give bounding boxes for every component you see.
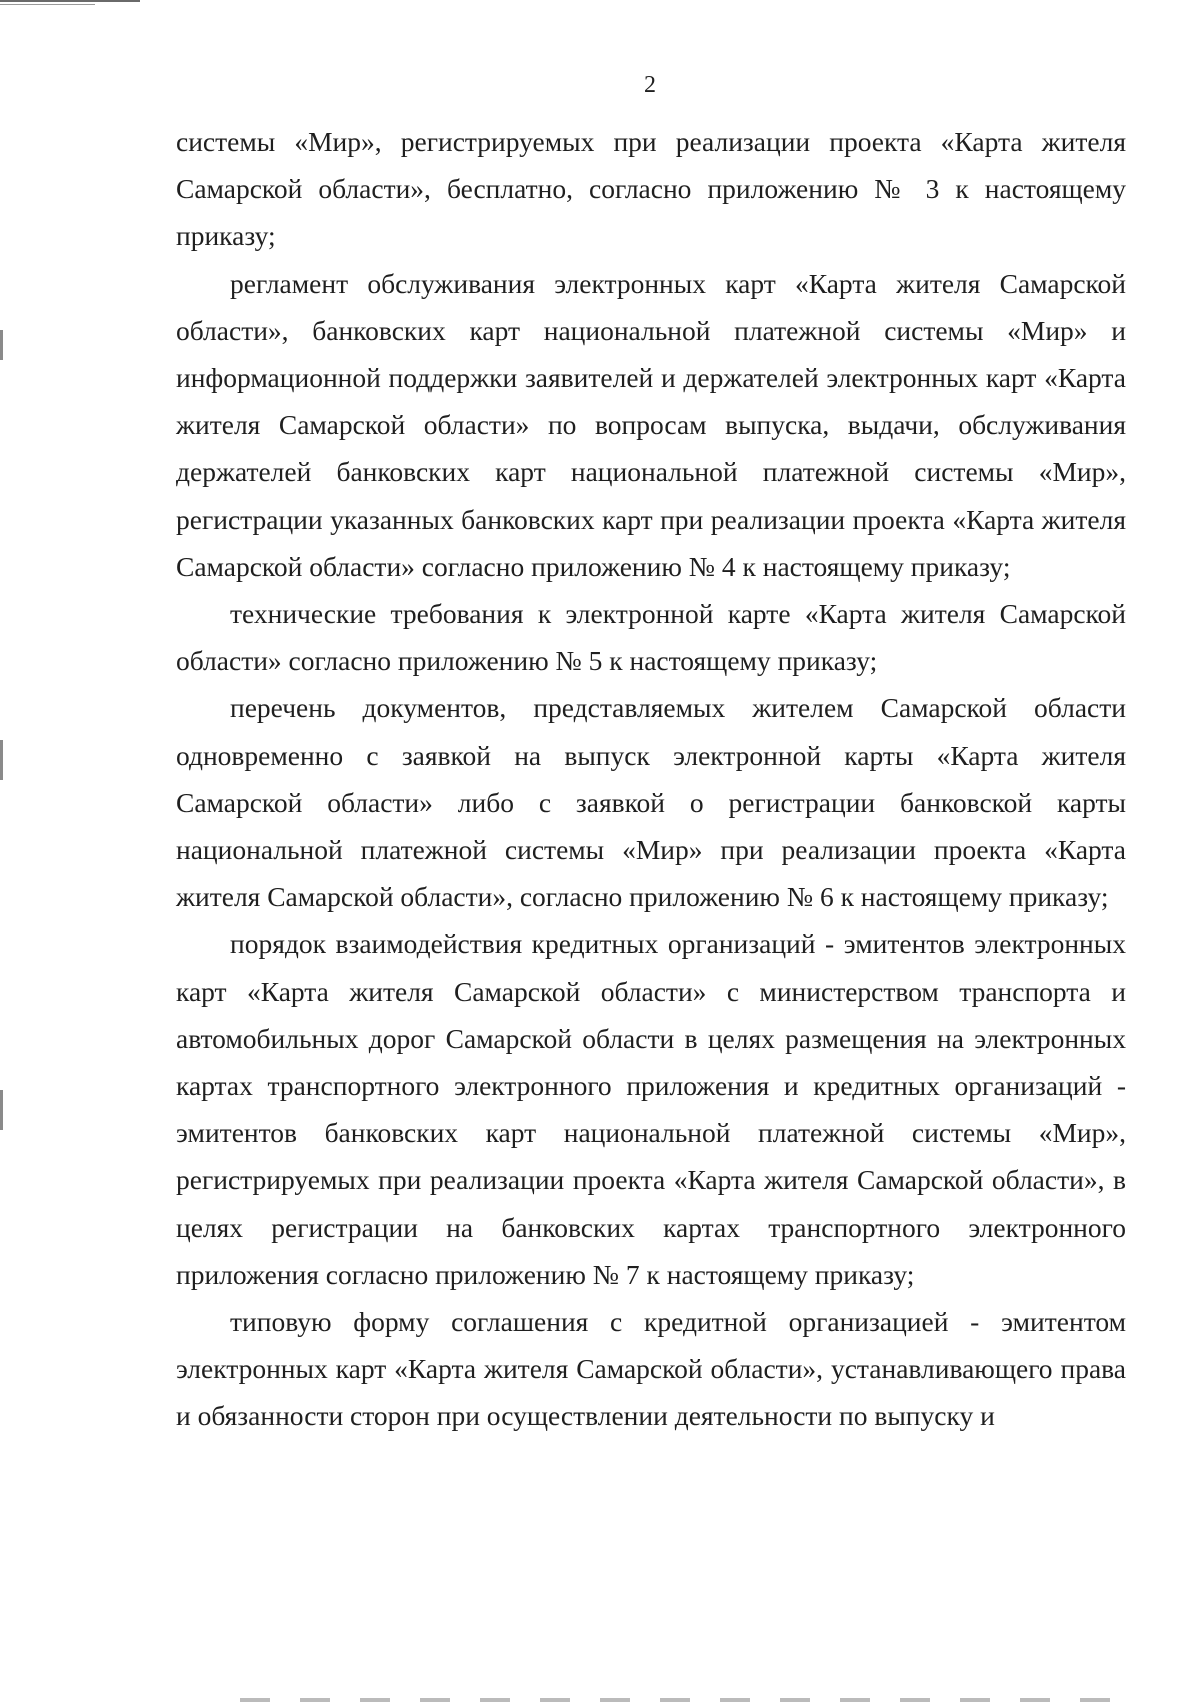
scan-edge-mark xyxy=(0,330,3,360)
paragraph-agreement-form: типовую форму соглашения с кредитной организацией - эмитентом электронных карт «Карта жителя Самарской области», устанавливающего права и обязанности сторон при осуществлении деятельности по выпуску и xyxy=(176,1306,1126,1432)
document-body xyxy=(176,118,1126,1440)
scan-edge-mark xyxy=(0,4,95,5)
scan-edge-mark xyxy=(240,1698,1140,1702)
paragraph-service-regulation: регламент обслуживания электронных карт «Карта жителя Самарской области», банковских карт национальной платежной системы «Мир» и информационной поддержки заявителей и держателей электронных карт «Карта жителя Самарской области» по вопросам выпуска, выдачи, обслуживания держателей банковских карт национальной платежной системы «Мир», регистрации указанных банковских карт при реализации проекта «Карта жителя Самарской области» согласно приложению № 4 к настоящему приказу; xyxy=(176,267,1126,582)
paragraph-continuation: системы «Мир», регистрируемых при реализации проекта «Карта жителя Самарской области», бесплатно, согласно приложению № 3 к настоящему приказу; xyxy=(176,126,1126,252)
paragraph-technical-requirements: технические требования к электронной карте «Карта жителя Самарской области» согласно приложению № 5 к настоящему приказу; xyxy=(176,598,1126,677)
scan-edge-mark xyxy=(0,0,140,2)
scan-edge-mark xyxy=(0,1090,3,1130)
paragraph-interaction-procedure: порядок взаимодействия кредитных организаций - эмитентов электронных карт «Карта жителя Самарской области» с министерством транспорта и автомобильных дорог Самарской области в целях размещения на электронных картах транспортного электронного приложения и кредитных организаций - эмитентов банковских карт национальной платежной системы «Мир», регистрируемых при реализации проекта «Карта жителя Самарской области», в целях регистрации на банковских картах транспортного электронного приложения согласно приложению № 7 к настоящему приказу; xyxy=(176,928,1126,1290)
paragraph-document-list: перечень документов, представляемых жителем Самарской области одновременно с заявкой на выпуск электронной карты «Карта жителя Самарской области» либо с заявкой о регистрации банковской карты национальной платежной системы «Мир» при реализации проекта «Карта жителя Самарской области», согласно приложению № 6 к настоящему приказу; xyxy=(176,692,1126,913)
scan-edge-mark xyxy=(0,740,3,780)
page-number: 2 xyxy=(644,72,656,98)
